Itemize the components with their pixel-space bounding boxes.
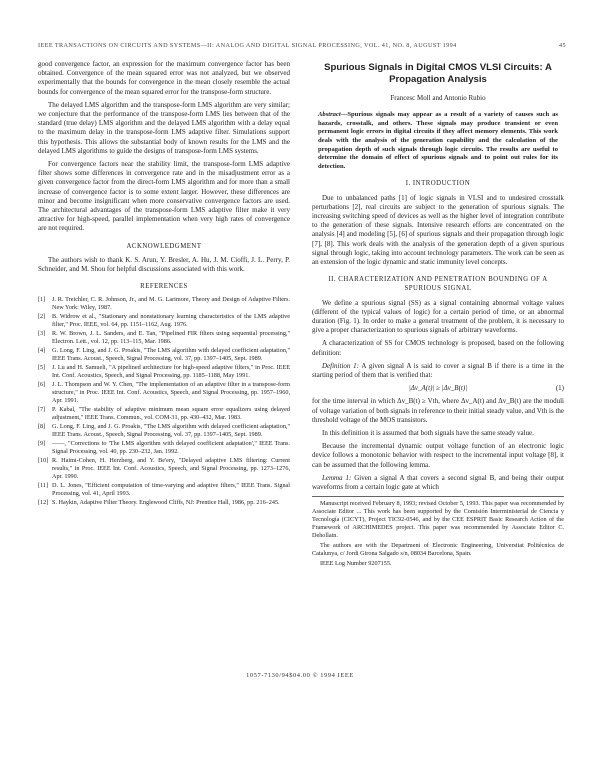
reference-number: [11] xyxy=(38,482,49,490)
reference-number: [9] xyxy=(38,440,46,448)
right-column xyxy=(312,60,564,570)
reference-number: [6] xyxy=(38,381,46,389)
reference-item xyxy=(38,499,290,507)
paper-authors: Francesc Moll and Antonio Rubio xyxy=(390,94,486,102)
abstract xyxy=(312,111,564,171)
introduction-text: Due to unbalanced paths [1] of logic signals in VLSI and to undesired crosstalk perturbations [2], real circuits are subject to the generation of spurious signals. The increasing switching speed of devices as well as the higher level of integration contribute to the generation of these signals. Intensive research efforts are concentrated on the analysis [4] and modeling [5], [6] of spurious signals and their propagation through logic [7], [8]. This work deals with the analysis of the generation depth of a given spurious signal through logic, taking into account technology parameters. The work can be seen as an extension of the logic dynamic and static immunity level concepts. xyxy=(312,193,564,266)
footnote-block xyxy=(312,496,564,568)
reference-number: [10] xyxy=(38,457,49,465)
reference-list xyxy=(38,296,290,507)
reference-text: G. Long, F. Ling, and J. G. Proakis, "The LMS algorithm with delayed coefficient adaptation," IEEE Trans. Acoust., Speech, Signal Processing, vol. 37, pp. 1397–1405, Sept. 1989. xyxy=(52,423,290,439)
reference-text: J. Lu and H. Samueli, "A pipelined architecture for high-speed adaptive filters," in Proc. IEEE Int. Conf. Acoustics, Speech, and Signal Processing, pp. 1185–1188, May 1991. xyxy=(52,364,290,380)
reference-text: R. W. Brown, J. L. Sanders, and E. Tan, "Pipelined FIR filters using sequential processing," Electron. Lett., vol. 12, pp. 113–115, Mar. 1986. xyxy=(52,330,290,346)
reference-number: [8] xyxy=(38,423,46,431)
reference-number: [4] xyxy=(38,347,46,355)
reference-text: ——, "Corrections to 'The LMS algorithm with delayed coefficient adaptation'," IEEE Trans. Signal Processing, vol. 40, pp. 230–232, Jan. 1992. xyxy=(52,440,290,456)
reference-text: B. Widrow et al., "Stationary and nonstationary learning characteristics of the LMS adaptive filter," Proc. IEEE, vol. 64, pp. 1151–1162, Aug. 1976. xyxy=(52,313,290,329)
reference-item xyxy=(38,330,290,346)
equation-body: |Δv_A(t)| ≥ |Δv_B(t)| xyxy=(408,384,468,393)
reference-number: [1] xyxy=(38,296,46,304)
abstract-lead: Abstract— xyxy=(318,111,348,119)
lemma-text: Given a signal A that covers a second signal B, and being their output waveforms from a certain logic gate at which xyxy=(312,473,564,492)
reference-item xyxy=(38,381,290,405)
paper-title: Spurious Signals in Digital CMOS VLSI Circuits: A Propagation Analysis xyxy=(324,62,552,85)
abstract-text: Spurious signals may appear as a result of a variety of causes such as hazards, crosstalk, and others. These signals may produce transient or even permanent logic errors in digital circuits if they affect memory elements. This work deals with the analysis of the generation capability and the calculation of the propagation depth of such signals through logic circuits. The results are useful to determine the domain of effect of spurious signals and to point out rules for its detection. xyxy=(318,111,558,170)
reference-item xyxy=(38,406,290,422)
section-heading-introduction: I. INTRODUCTION xyxy=(405,180,471,188)
reference-item xyxy=(38,440,290,456)
reference-text: J. L. Thompson and W. Y. Chen, "The implementation of an adaptive filter in a transpose-form structure," in Proc. IEEE Int. Conf. Acoustics, Speech, and Signal Processing, pp. 1957–1960, Apr. 1991. xyxy=(52,381,290,405)
page-number: 45 xyxy=(559,42,566,49)
references-heading: REFERENCES xyxy=(140,283,188,291)
section-heading-characterization: II. CHARACTERIZATION AND PENETRATION BOUNDING OF A SPURIOUS SIGNAL xyxy=(328,276,548,293)
reference-item xyxy=(38,482,290,498)
left-paragraph-2: The delayed LMS algorithm and the transpose-form LMS algorithm are very similar; we conjecture that the performance of the transpose-form LMS lies between that of the standard (true delay) LMS algorithm and the delayed LMS algorithm with a delay equal to the maximum delay in the transpose-form LMS adaptive filter. Simulations support this hypothesis. This allows the substantial body of known results for the LMS and the delayed LMS algorithms to guide the designs of transpose-form LMS systems. xyxy=(38,100,290,155)
running-head xyxy=(38,42,566,49)
reference-text: G. Long, F. Ling, and J. G. Proakis, "The LMS algorithm with delayed coefficient adaptation," IEEE Trans. Acoust., Speech, Signal Processing, vol. 37, pp. 1397–1405, Sept. 1989. xyxy=(52,347,290,363)
reference-item xyxy=(38,457,290,481)
reference-item xyxy=(38,423,290,439)
section2-paragraph-3: for the time interval in which Δv_B(t) ≥ Vth, where Δv_A(t) and Δv_B(t) are the moduli of voltage variation of both signals in reference to their initial steady value, and Vth is the threshold voltage of the MOS transistors. xyxy=(312,397,564,424)
reference-text: D. L. Jones, "Efficient computation of time-varying and adaptive filters," IEEE Trans. Signal Processing, vol. 41, April 1993. xyxy=(52,482,290,498)
reference-number: [2] xyxy=(38,313,46,321)
running-head-text: IEEE TRANSACTIONS ON CIRCUITS AND SYSTEMS—II: ANALOG AND DIGITAL SIGNAL PROCESSING, VOL. 41, NO. 8, AUGUST 1994 xyxy=(38,42,457,49)
reference-text: R. Haimi-Cohen, H. Herzberg, and Y. Be'ery, "Delayed adaptive LMS filtering: Current results," in Proc. IEEE Int. Conf. Acoustics, Speech, and Signal Processing, pp. 1273–1276, Apr. 1990. xyxy=(52,457,290,481)
definition-label: Definition 1: xyxy=(322,361,360,370)
reference-item xyxy=(38,296,290,312)
section2-paragraph-4: In this definition it is assumed that both signals have the same steady value. xyxy=(322,429,534,438)
definition-1 xyxy=(312,362,564,380)
left-paragraph-1: good convergence factor, an expression for the maximum convergence factor has been obtained. Convergence of the mean squared error was not analyzed, but we observed experimentally that the bounds for convergence in the mean closely resemble the actual bounds for convergence of the mean squared error for the transpose-form structure. xyxy=(38,60,290,96)
equation-1 xyxy=(312,384,564,393)
reference-text: S. Haykin, Adaptive Filter Theory. Englewood Cliffs, NJ: Prentice Hall, 1986, pp. 216–245. xyxy=(52,499,280,507)
lemma-1 xyxy=(312,474,564,492)
reference-text: J. R. Treichler, C. R. Johnson, Jr., and M. G. Larimore, Theory and Design of Adaptive Filters. New York: Wiley, 1987. xyxy=(52,296,290,312)
footnote-1: Manuscript received February 8, 1993; revised October 5, 1993. This paper was recommended by Associate Editor ... This work has been supported by the Comisión Interministerial de Ciencia y Tecnología (CICYT), Project TIC92-0546, and by the CEE ESPRIT Basic Research Action of the Framework of ARCHIMEDES project. This paper was recommended by Associate Editor C. Dehollain. xyxy=(312,500,564,540)
section2-paragraph-5: Because the incremental dynamic output voltage function of an electronic logic device follows a monotonic behavior with respect to the incremental input voltage [8], it can be assumed that the following lemma. xyxy=(312,442,564,469)
reference-item xyxy=(38,347,290,363)
reference-number: [3] xyxy=(38,330,46,338)
footnote-2: The authors are with the Department of Electronic Engineering, Universitat Politècnica de Catalunya, c/ Jordi Girona Salgado s/n, 08034 Barcelona, Spain. xyxy=(312,542,564,558)
footnote-3: IEEE Log Number 9207155. xyxy=(320,560,392,568)
definition-text: A given signal A is said to cover a signal B if there is a time in the starting period of them that is verified that: xyxy=(312,361,564,380)
copyright-line: 1057-7130/94$04.00 © 1994 IEEE xyxy=(246,672,354,679)
left-paragraph-3: For convergence factors near the stability limit, the transpose-form LMS adaptive filter shows some differences in convergence rate and in the misadjustment error as a given convergence factor from the direct-form LMS algorithm and for more than a small increase of convergence factor is to some extent larger. However, these differences are minor and become insignificant when more conservative convergence factors are used. The architectural advantages of the transpose-form LMS adaptive filter make it very attractive for high-speed, parallel implementation when very high rates of convergence are not required. xyxy=(38,160,290,233)
acknowledgment-heading: ACKNOWLEDGMENT xyxy=(126,242,202,250)
lemma-label: Lemma 1: xyxy=(322,473,352,482)
section2-paragraph-2: A characterization of SS for CMOS technology is proposed, based on the following definition: xyxy=(312,339,564,357)
reference-number: [5] xyxy=(38,364,46,372)
left-column xyxy=(38,60,290,508)
reference-number: [7] xyxy=(38,406,46,414)
equation-number: (1) xyxy=(555,384,564,393)
acknowledgment-text: The authors wish to thank K. S. Arun, Y. Bresler, A. Hu, J. M. Cioffi, J. L. Perry, P. Schneider, and M. Shou for helpful discussions associated with this work. xyxy=(38,255,290,274)
reference-number: [12] xyxy=(38,499,49,507)
reference-item xyxy=(38,364,290,380)
reference-text: P. Kabal, "The stability of adaptive minimum mean square error equalizers using delayed adjustment," IEEE Trans. Commun., vol. COM-31, pp. 430–432, Mar. 1983. xyxy=(52,406,290,422)
reference-item xyxy=(38,313,290,329)
section2-paragraph-1: We define a spurious signal (SS) as a signal containing abnormal voltage values (different of the typical values of logic) for a certain period of time, or an abnormal duration (Fig. 1). In order to make a general treatment of the problem, it is necessary to give a proper characterization to spurious signals of arbitrary waveforms. xyxy=(312,298,564,335)
